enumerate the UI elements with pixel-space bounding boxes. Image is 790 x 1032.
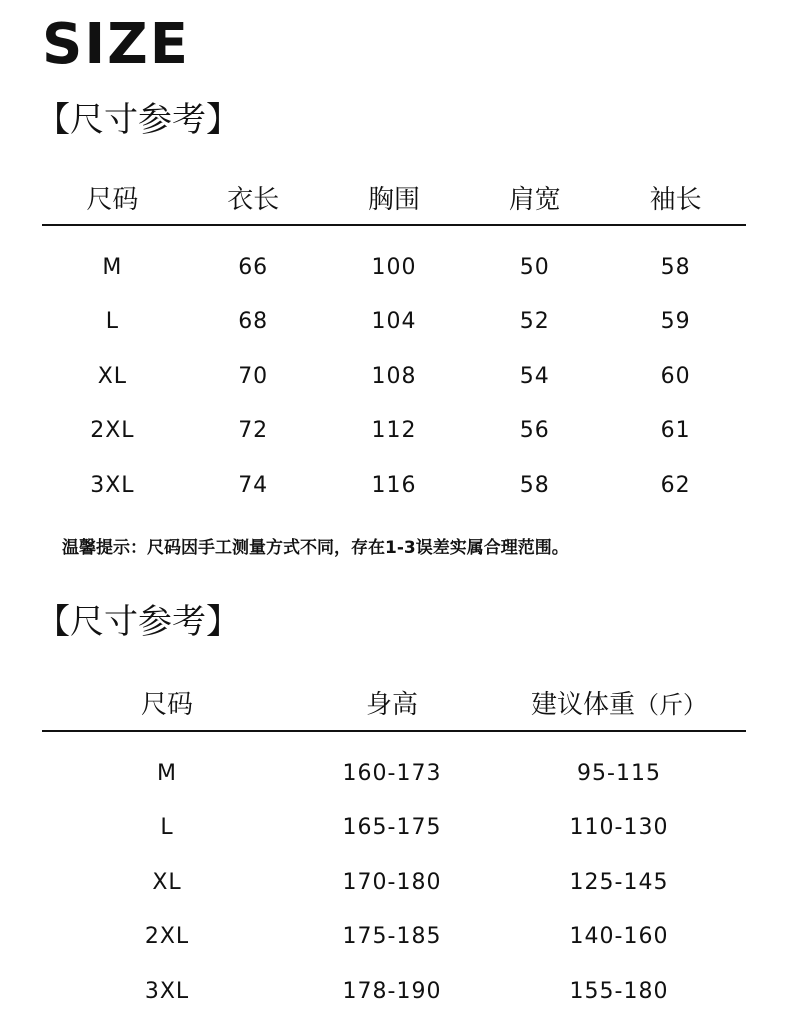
table-header <box>42 170 746 226</box>
header-length: 衣长 <box>227 184 280 215</box>
table-row <box>42 910 746 965</box>
cell: 108 <box>371 363 417 389</box>
cell: 178-190 <box>342 978 442 1004</box>
height-weight-table <box>42 674 746 1019</box>
cell: 72 <box>238 418 269 444</box>
cell: 74 <box>238 472 269 498</box>
header-weight-label: 建议体重 <box>530 689 635 720</box>
table-row <box>42 404 746 459</box>
table-row <box>42 855 746 910</box>
cell: 116 <box>371 472 417 498</box>
cell: 59 <box>660 309 691 335</box>
page-title: SIZE <box>42 12 191 77</box>
cell: 170-180 <box>342 869 442 895</box>
table-row <box>42 240 746 295</box>
cell: L <box>160 815 174 841</box>
header-size: 尺码 <box>140 689 193 720</box>
garment-size-table <box>42 170 746 513</box>
cell: 175-185 <box>342 924 442 950</box>
cell: 60 <box>660 363 691 389</box>
header-weight <box>492 684 746 721</box>
table-row <box>42 801 746 856</box>
cell: 58 <box>660 254 691 280</box>
cell: M <box>157 760 177 786</box>
header-sleeve: 袖长 <box>649 184 702 215</box>
cell: 3XL <box>144 978 190 1004</box>
cell: 155-180 <box>569 978 669 1004</box>
cell: 52 <box>519 309 550 335</box>
cell: 56 <box>519 418 550 444</box>
cell: 66 <box>238 254 269 280</box>
weight-unit: （斤） <box>635 690 707 719</box>
cell: 2XL <box>90 418 135 444</box>
cell: 62 <box>660 472 691 498</box>
cell: 140-160 <box>569 924 669 950</box>
cell: 70 <box>238 363 269 389</box>
cell: 2XL <box>144 924 190 950</box>
cell: XL <box>152 869 182 895</box>
table-row <box>42 964 746 1019</box>
cell: 54 <box>519 363 550 389</box>
cell: 50 <box>519 254 550 280</box>
cell: M <box>102 254 123 280</box>
cell: 3XL <box>90 472 135 498</box>
table-row <box>42 295 746 350</box>
cell: 112 <box>371 418 417 444</box>
cell: 125-145 <box>569 869 669 895</box>
cell: 160-173 <box>342 760 442 786</box>
cell: 165-175 <box>342 815 442 841</box>
table-row <box>42 746 746 801</box>
header-height: 身高 <box>365 689 418 720</box>
header-chest: 胸围 <box>367 184 420 215</box>
measurement-note: 温馨提示：尺码因手工测量方式不同，存在1-3误差实属合理范围。 <box>62 538 569 558</box>
cell: 61 <box>660 418 691 444</box>
table-row <box>42 349 746 404</box>
cell: 95-115 <box>577 760 661 786</box>
section-title-size-reference: 【尺寸参考】 <box>36 100 240 140</box>
cell: 100 <box>371 254 417 280</box>
table-row <box>42 458 746 513</box>
cell: 110-130 <box>569 815 669 841</box>
cell: 104 <box>371 309 417 335</box>
cell: 58 <box>519 472 550 498</box>
table-header <box>42 674 746 732</box>
header-size: 尺码 <box>86 184 139 215</box>
cell: 68 <box>238 309 269 335</box>
cell: L <box>105 309 120 335</box>
section-title-size-reference-2: 【尺寸参考】 <box>36 602 240 642</box>
header-shoulder: 肩宽 <box>508 184 561 215</box>
cell: XL <box>97 363 128 389</box>
